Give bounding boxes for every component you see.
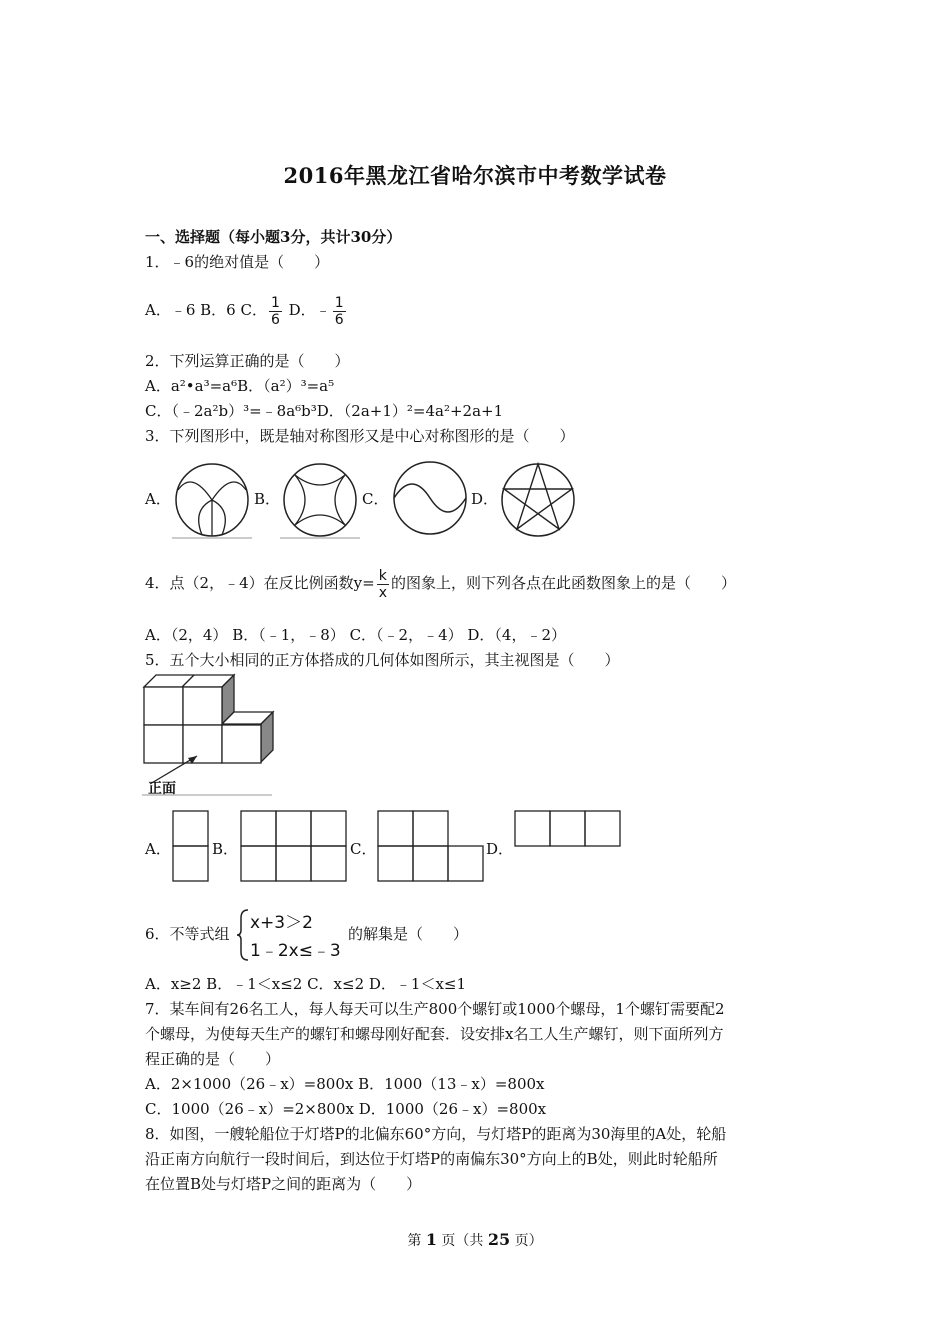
q3-stem: 3．下列图形中，既是轴对称图形又是中心对称图形的是（ ） (145, 427, 575, 445)
q7-options-cd: C．1000（26﹣x）=2×800x D．1000（26﹣x）=800x (145, 1100, 547, 1118)
q3-figure-b (280, 460, 360, 540)
q6-ineq-1: x+3＞2 (250, 913, 313, 933)
q1-opt-d: D．﹣ (283, 301, 331, 319)
q8-line-3: 在位置B处与灯塔P之间的距离为（ ） (145, 1175, 422, 1193)
q3-label-a: A． (145, 490, 171, 508)
q5-label-c: C． (350, 840, 377, 858)
q6-stem-post: 的解集是（ ） (348, 925, 469, 943)
q1-options (145, 292, 348, 328)
q3-figure-c (390, 460, 470, 540)
q1-frac-c-den: 6 (270, 311, 280, 328)
q3-figure-d (498, 460, 578, 540)
q3-label-c: C． (362, 490, 389, 508)
q5-label-a: A． (145, 840, 171, 858)
q4-frac (377, 568, 389, 601)
q5-option-b-figure (240, 810, 348, 882)
q1-stem: 1．﹣6的绝对值是（ ） (145, 253, 330, 271)
q6-options: A．x≥2 B．﹣1＜x≤2 C．x≤2 D．﹣1＜x≤1 (145, 975, 467, 993)
q5-label-d: D． (486, 840, 514, 858)
q3-label-b: B． (254, 490, 281, 508)
q5-option-a-figure (172, 810, 210, 882)
q6-stem-pre: 6．不等式组 (145, 925, 230, 943)
q2-options-cd: C．（﹣2a²b）³=﹣8a⁶b³D．（2a+1）²=4a²+2a+1 (145, 402, 504, 420)
footer-mid: 页（共 (436, 1233, 488, 1249)
q4-frac-num: k (377, 568, 389, 585)
q1-frac-c-num: 1 (270, 294, 280, 311)
q1-frac-d-num: 1 (334, 294, 344, 311)
q3-figure-a (172, 460, 252, 540)
q5-stem: 5．五个大小相同的正方体搭成的几何体如图所示，其主视图是（ ） (145, 651, 620, 669)
q4-options: A．（2，4） B．（﹣1，﹣8） C．（﹣2，﹣4） D．（4，﹣2） (145, 626, 567, 644)
q4-stem (145, 563, 736, 603)
q8-line-1: 8．如图，一艘轮船位于灯塔P的北偏东60°方向，与灯塔P的距离为30海里的A处，轮船 (145, 1125, 727, 1143)
footer-pre: 第 (407, 1233, 426, 1249)
q7-line-1: 7．某车间有26名工人，每人每天可以生产800个螺钉或1000个螺母，1个螺钉需要配2 (145, 1000, 725, 1018)
q7-line-2: 个螺母，为使每天生产的螺钉和螺母刚好配套．设安排x名工人生产螺钉，则下面所列方 (145, 1025, 724, 1043)
q7-line-3: 程正确的是（ ） (145, 1050, 281, 1068)
q1-frac-c (269, 295, 282, 328)
q4-stem-post: 的图象上，则下列各点在此函数图象上的是（ ） (390, 574, 736, 592)
footer-post: 页） (510, 1233, 543, 1249)
q6-brace (236, 908, 250, 962)
section-heading: 一、选择题（每小题3分，共计30分） (145, 228, 402, 246)
q4-frac-den: x (378, 584, 387, 601)
q8-line-2: 沿正南方向航行一段时间后，到达位于灯塔P的南偏东30°方向上的B处，则此时轮船所 (145, 1150, 718, 1168)
footer-page-number: 1 (425, 1230, 437, 1249)
q3-label-d: D． (471, 490, 499, 508)
q2-stem: 2．下列运算正确的是（ ） (145, 352, 350, 370)
page-title: 2016年黑龙江省哈尔滨市中考数学试卷 (283, 163, 667, 188)
q5-option-c-figure (377, 810, 485, 882)
q5-front-label: 正面 (148, 781, 176, 797)
q5-label-b: B． (212, 840, 239, 858)
q6-ineq-2: 1﹣2x≤﹣3 (250, 941, 341, 961)
footer-total-pages: 25 (487, 1230, 511, 1249)
q4-stem-pre: 4．点（2，﹣4）在反比例函数y= (145, 574, 375, 592)
q1-frac-d-den: 6 (334, 311, 344, 328)
q5-option-d-figure (514, 810, 622, 848)
page-footer (0, 1230, 950, 1250)
q1-opt-abc: A．﹣6 B．6 C． (145, 301, 267, 319)
q1-frac-d (333, 295, 346, 328)
q2-options-ab: A．a²•a³=a⁶B．（a²）³=a⁵ (145, 377, 335, 395)
q7-options-ab: A．2×1000（26﹣x）=800x B．1000（13﹣x）=800x (145, 1075, 545, 1093)
